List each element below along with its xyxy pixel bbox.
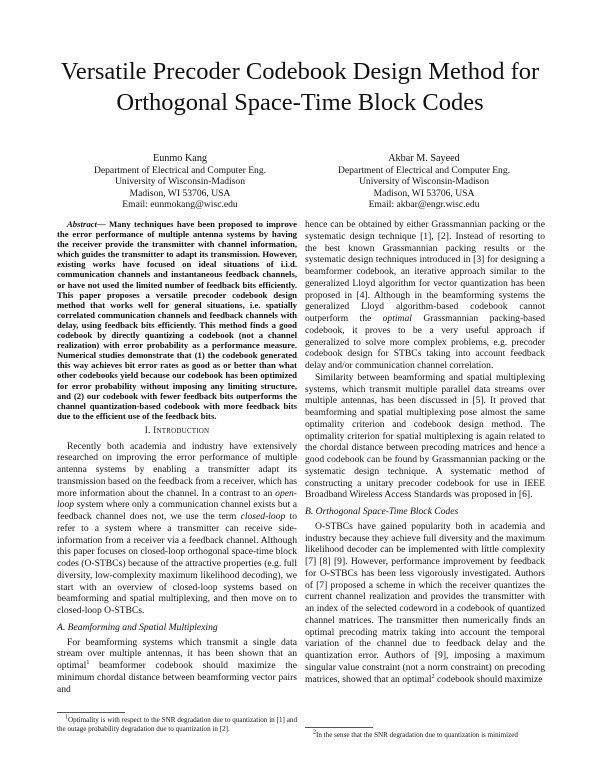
footnote-rule <box>57 712 125 713</box>
text-run: to refer to a system where a transmitter can receive side-information from a receiver via a feedback channel. Although this paper focuses on closed-loop orthogonal space-time block codes (O-STBCs) because of the attractive properties (e.g. full diversity, low-complexity maximum likelihood decoding), we start with an overview of closed-loop systems based on beamforming and spatial multiplexing, and then move on to closed-loop O-STBCs. <box>57 511 297 617</box>
footnote-mark: 1 <box>86 659 90 666</box>
subsection-heading: A. Beamforming and Spatial Multiplexing <box>57 621 218 633</box>
section-heading: I. Introduction <box>144 425 210 436</box>
abstract-text: — Many techniques have been proposed to improve the error performance of multiple antenna systems by having the receiver provide the transmitter with channel information, which guides the transmitter to adapt its transmission. However, existing works have focused on ideal situations of i.i.d. communication channels and instantaneous feedback channels, or have not used the limited number of feedback bits efficiently. This paper proposes a versatile precoder codebook design method that works well for general situations, i.e. spatially correlated communication channels and feedback channels with delay, using feedback bits efficiently. This method finds a good codebook by directly quantizing a codebook (not a channel realization) with error probability as a performance measure. Numerical studies demonstrate that (1) the codebook generated this way achieves bit error rates as good as or better than what other codebooks yield because our codebook has been optimized for error probability without imposing any limiting structure, and (2) our codebook with fewer feedback bits outperforms the channel quantization-based codebook with more feedback bits due to the efficient use of the feedback bits. <box>57 219 297 421</box>
left-column <box>57 219 297 695</box>
footnote-mark: 2 <box>313 729 316 736</box>
intro-paragraph <box>57 441 297 617</box>
section-a-paragraph <box>57 637 297 696</box>
text-run: O-STBCs have gained popularity both in academia and industry because they achieve full diversity and the maximum likelihood decoder can be implemented with little complexity [7] [8] [9]. However, performance improvement by feedback for O-STBCs has been less vigorously investigated. Authors of [7] proposed a scheme in which the receiver quantizes the current channel realization and provides the transmitter with an index of the selected codeword in a codebook of quantized channel matrices. The transmitter then numerically finds an optimal precoding matrix taking into account the temporal variation of the channel due to feedback delay and the quantization error. Authors of [9], imposing a maximum singular value constraint (not a norm constraint) on precoding matrices, showed that an optimal <box>305 520 545 685</box>
author-univ: University of Wisconsin-Madison <box>358 176 489 188</box>
text-run: beamformer codebook should maximize the minimum chordal distance between beamforming vector pairs and <box>57 660 297 695</box>
author-2 <box>306 153 542 211</box>
author-email: Email: akbar@engr.wisc.edu <box>368 199 480 211</box>
term-closed-loop: closed-loop <box>240 511 286 523</box>
author-city: Madison, WI 53706, USA <box>129 187 231 199</box>
author-dept: Department of Electrical and Computer Eng. <box>93 164 267 176</box>
title-line-1: Versatile Precoder Codebook Design Method for <box>60 58 540 85</box>
abstract <box>57 219 297 421</box>
text-run: Grassmannian packing-based codebook, it proves to be a very useful approach if generalized to solve more complex problems, e.g. precoder codebook design for STBCs taking into account feedback delay and/or communication channel correlation. <box>305 313 545 371</box>
footnote-mark: 2 <box>431 673 435 680</box>
author-univ: University of Wisconsin-Madison <box>114 176 245 188</box>
right-paragraph-1 <box>305 219 545 372</box>
text-run: Recently both academia and industry have extensively researched on improving the error performance of multiple antenna systems by enabling a transmitter adapt its transmission based on the feedback from a receiver, which has more information about the channel. In a contrast to an <box>57 440 297 499</box>
subsection-heading: B. Orthogonal Space-Time Block Codes <box>305 506 459 517</box>
title-line-2: Orthogonal Space-Time Block Codes <box>116 89 484 116</box>
text-run: codebook should maximize <box>434 673 543 685</box>
term-open-loop: open-loop <box>57 487 297 511</box>
author-dept: Department of Electrical and Computer Eng. <box>337 164 511 176</box>
footnote-1 <box>57 716 297 734</box>
footnote-2 <box>305 731 545 740</box>
footnote-rule <box>305 727 373 728</box>
section-b-paragraph <box>305 521 545 686</box>
author-city: Madison, WI 53706, USA <box>373 187 475 199</box>
text-run: system where only a communication channel exists but a feedback channel does not, we use the term <box>57 499 297 523</box>
paper-title <box>0 56 600 118</box>
footnote-mark: 1 <box>65 714 68 721</box>
abstract-label: Abstract <box>67 219 97 229</box>
text-run: hence can be obtained by either Grassmannian packing or the systematic design technique [1], [2]. Instead of resorting to the best known Grassmannian packing results or the systematic design techniques introduced in [3] for designing a beamformer codebook, an iterative approach similar to the generalized Lloyd algorithm for vector quantization has been proposed in [4]. Although in the beamforming systems the generalized Lloyd algorithm-based codebook cannot outperform the <box>305 219 545 324</box>
author-name: Eunmo Kang <box>152 153 208 164</box>
author-1 <box>62 153 298 211</box>
author-name: Akbar M. Sayeed <box>388 153 460 164</box>
footnote-text: Optimality is with respect to the SNR degradation due to quantization in [1] and the outage probability degradation due to quantization in [2]. <box>57 716 297 733</box>
author-email: Email: eunmokang@wisc.edu <box>122 199 238 211</box>
footnote-text: In the sense that the SNR degradation due to quantization is minimized <box>316 731 518 739</box>
term-optimal: optimal <box>382 313 412 324</box>
text-run: For beamforming systems which transmit a single data stream over multiple antennas, it has been shown that an optimal <box>57 636 297 672</box>
right-paragraph-2: Similarity between beamforming and spatial multiplexing systems, which transmit multiple parallel data streams over multiple antennas, has been discussed in [5]. It proved that beamforming and spatial multiplexing pose almost the same optimality criterion and codebook design method. The optimality criterion for spatial multiplexing is again related to the chordal distance between precoding matrices and hence a good codebook can be found by Grassmannian packing or the systematic design technique. A systematic method of constructing a unitary precoder codebook for use in IEEE Broadband Wireless Access Standards was proposed in [6]. <box>305 371 545 501</box>
right-column <box>305 219 545 685</box>
